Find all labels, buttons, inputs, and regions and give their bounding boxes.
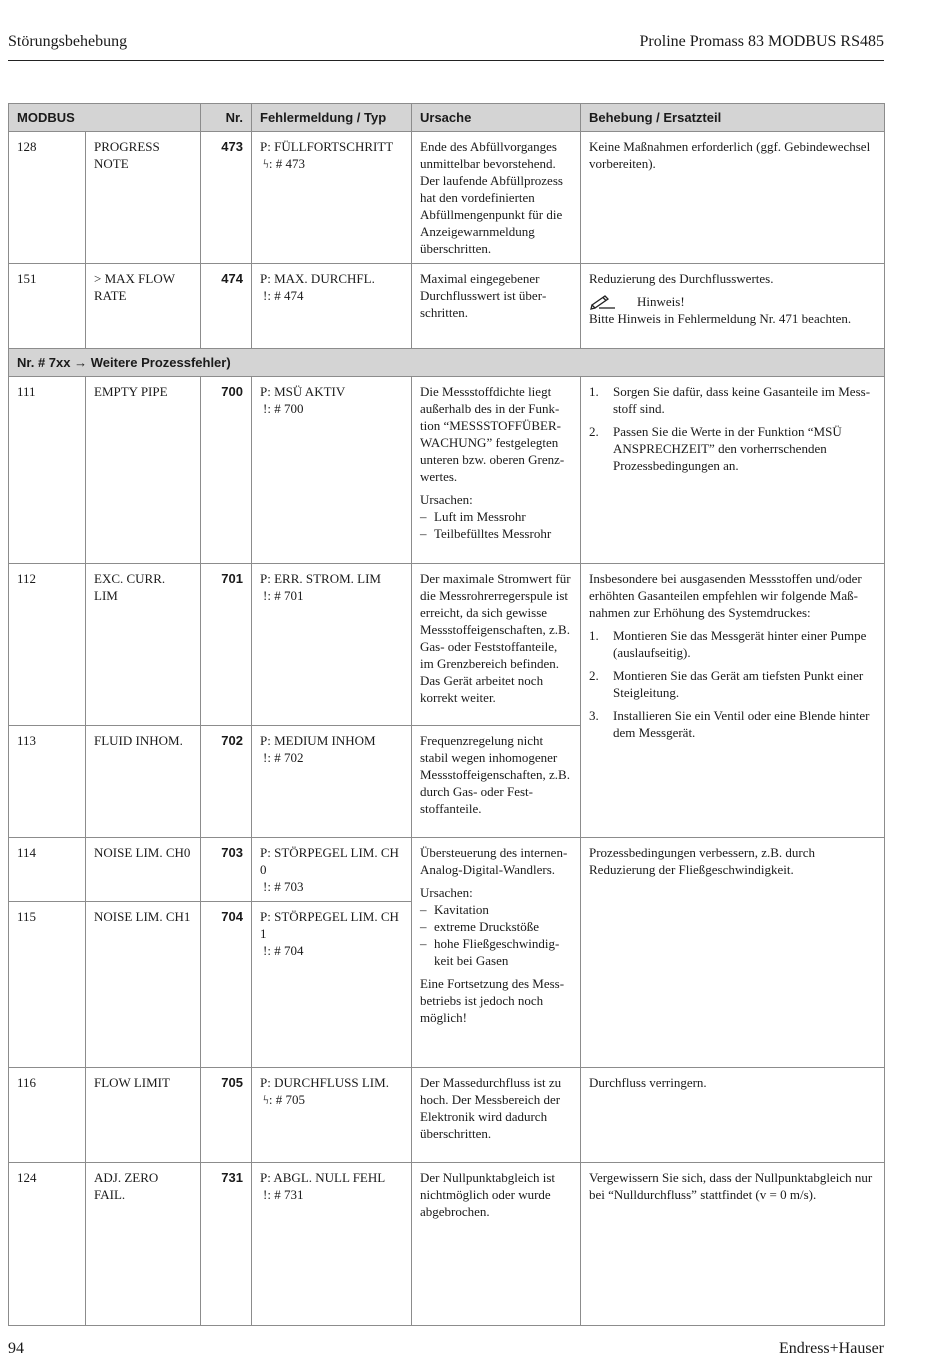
step-number: 3. xyxy=(589,708,599,723)
modbus-code: 113 xyxy=(9,726,86,838)
error-message-text: P: ABGL. NULL FEHL xyxy=(260,1170,386,1185)
modbus-name: EMPTY PIPE xyxy=(86,377,201,564)
hint-text: Bitte Hinweis in Fehlermeldung Nr. 471 beachten. xyxy=(589,311,852,326)
error-message-text: P: MSÜ AKTIV xyxy=(260,384,346,399)
cause-text: Der Massedurchfluss ist zu hoch. Der Messbereich der Elektronik wird dadurch überschritten. xyxy=(420,1075,562,1141)
header-section-title: Störungsbehebung xyxy=(8,33,128,50)
error-number: 704 xyxy=(201,902,252,1068)
list-item xyxy=(589,627,876,661)
table-row-116 xyxy=(9,1068,885,1163)
table-row-151 xyxy=(9,264,885,349)
list-item xyxy=(589,383,876,417)
error-message-text: P: DURCHFLUSS LIM. xyxy=(260,1075,389,1090)
cause-cell xyxy=(412,264,581,349)
modbus-name: NOISE LIM. CH0 xyxy=(86,838,201,902)
cause-text: Übersteuerung des internen-Analog-Digital-Wandlers. xyxy=(420,845,568,877)
pencil-note-icon xyxy=(589,293,617,310)
cause-text: Der maximale Stromwert für die Messrohrerregerspule ist erreicht, da sich gewisse Messstoffeigenschaften, z.B. Gas- oder Feststoffanteile, im Grenzbereich befinden. Das Gerät arbeitet noch korrekt weiter. xyxy=(420,571,571,705)
error-number: 700 xyxy=(201,377,252,564)
modbus-name: ADJ. ZERO FAIL. xyxy=(86,1163,201,1326)
error-message xyxy=(252,264,412,349)
error-message xyxy=(252,838,412,902)
error-number: 731 xyxy=(201,1163,252,1326)
list-item xyxy=(589,423,876,474)
step-number: 1. xyxy=(589,384,599,399)
modbus-code: 111 xyxy=(9,377,86,564)
error-message xyxy=(252,377,412,564)
step-text: Installieren Sie ein Ventil oder eine Blende hinter dem Messgerät. xyxy=(613,708,870,740)
modbus-code: 128 xyxy=(9,132,86,264)
column-header-fehlermeldung: Fehlermeldung / Typ xyxy=(252,104,412,132)
error-type: ϟ: # 705 xyxy=(263,1092,305,1107)
error-number: 703 xyxy=(201,838,252,902)
fix-text: Keine Maßnahmen erforderlich (ggf. Gebindewechsel vorbereiten). xyxy=(589,139,871,171)
causes-list xyxy=(420,901,572,969)
modbus-name: PROGRESS NOTE xyxy=(86,132,201,264)
error-number: 702 xyxy=(201,726,252,838)
group-title-text: Weitere Prozessfehler) xyxy=(90,355,231,370)
step-number: 2. xyxy=(589,424,599,439)
error-type: !: # 701 xyxy=(263,588,304,603)
fix-text: Reduzierung des Durchflusswertes. xyxy=(589,271,774,286)
list-item: – hohe Fließgeschwindigkeit bei Gasen xyxy=(420,935,572,969)
cause-cell xyxy=(412,1068,581,1163)
error-type: !: # 474 xyxy=(263,288,304,303)
group-row-7xx xyxy=(9,349,885,377)
error-type: !: # 700 xyxy=(263,401,304,416)
table-row-112 xyxy=(9,564,885,726)
list-item xyxy=(589,707,876,741)
cause-text: Maximal eingegebener Durchflusswert ist überschritten. xyxy=(420,271,547,320)
causes-list xyxy=(420,508,572,542)
error-type: !: # 704 xyxy=(263,943,304,958)
modbus-code: 151 xyxy=(9,264,86,349)
modbus-name: FLUID INHOM. xyxy=(86,726,201,838)
list-item: – Teilbefülltes Messrohr xyxy=(420,525,572,542)
fix-cell xyxy=(581,264,885,349)
step-text: Sorgen Sie dafür, dass keine Gasanteile im Messstoff sind. xyxy=(613,384,871,416)
header-rule xyxy=(8,60,884,61)
fix-cell xyxy=(581,377,885,564)
fix-cell xyxy=(581,132,885,264)
error-table xyxy=(8,103,885,1326)
error-type: ϟ: # 473 xyxy=(263,156,305,171)
error-message-text: P: FÜLLFORTSCHRITT xyxy=(260,139,394,154)
error-message-text: P: STÖRPEGEL LIM. CH 0 xyxy=(260,845,399,877)
error-type: !: # 703 xyxy=(263,879,304,894)
error-message-text: P: ERR. STROM. LIM xyxy=(260,571,381,586)
fix-cell xyxy=(581,838,885,1068)
list-item: – Luft im Messrohr xyxy=(420,508,572,525)
error-message xyxy=(252,902,412,1068)
cause-text: Frequenzregelung nicht stabil wegen inhomogener Messstoffeigenschaften, z.B. durch Gas- oder Feststoffanteile. xyxy=(420,733,570,816)
cause-tail: Eine Fortsetzung des Messbetriebs ist jedoch noch möglich! xyxy=(420,976,565,1025)
arrow-right-icon: → xyxy=(74,355,88,370)
cause-cell xyxy=(412,726,581,838)
error-number: 701 xyxy=(201,564,252,726)
step-text: Passen Sie die Werte in der Funktion “MSÜ ANSPRECHZEIT” den vorherrschenden Prozessbedingungen an. xyxy=(613,424,842,473)
error-number: 705 xyxy=(201,1068,252,1163)
fix-text: Durchfluss verringern. xyxy=(589,1075,707,1090)
cause-text: Der Nullpunktabgleich ist nichtmöglich oder wurde abgebrochen. xyxy=(420,1170,556,1219)
column-header-modbus: MODBUS xyxy=(9,104,201,132)
modbus-name: NOISE LIM. CH1 xyxy=(86,902,201,1068)
fix-cell xyxy=(581,1163,885,1326)
step-number: 1. xyxy=(589,628,599,643)
table-row-111 xyxy=(9,377,885,564)
fix-cell xyxy=(581,564,885,838)
modbus-code: 124 xyxy=(9,1163,86,1326)
fix-text: Insbesondere bei ausgasenden Messstoffen und/oder erhöhten Gasanteilen empfehlen wir folgende Maßnahmen zur Erhöhung des Systemdruckes: xyxy=(589,571,862,620)
group-prefix: Nr. # 7xx xyxy=(17,355,71,370)
list-item xyxy=(589,667,876,701)
brand-name: Endress+Hauser xyxy=(779,1340,884,1357)
error-message xyxy=(252,1068,412,1163)
list-item: – extreme Druckstöße xyxy=(420,918,572,935)
error-type: !: # 731 xyxy=(263,1187,304,1202)
hint-line xyxy=(589,293,876,310)
fix-text: Prozessbedingungen verbessern, z.B. durch Reduzierung der Fließgeschwindigkeit. xyxy=(589,845,815,877)
cause-cell xyxy=(412,564,581,726)
error-type: !: # 702 xyxy=(263,750,304,765)
list-item: – Kavitation xyxy=(420,901,572,918)
causes-label: Ursachen: xyxy=(420,885,473,900)
fix-cell xyxy=(581,1068,885,1163)
column-header-behebung: Behebung / Ersatzteil xyxy=(581,104,885,132)
table-row-124 xyxy=(9,1163,885,1326)
modbus-code: 115 xyxy=(9,902,86,1068)
error-number: 474 xyxy=(201,264,252,349)
error-message xyxy=(252,564,412,726)
group-title xyxy=(9,349,885,377)
column-header-ursache: Ursache xyxy=(412,104,581,132)
cause-text: Die Messstoffdichte liegt außerhalb des in der Funktion “MESSSTOFFÜBERWACHUNG” festgelegten unteren bzw. oberen Grenzwertes. xyxy=(420,384,565,484)
step-text: Montieren Sie das Messgerät hinter einer Pumpe (auslaufseitig). xyxy=(613,628,867,660)
error-message xyxy=(252,132,412,264)
cause-cell xyxy=(412,132,581,264)
step-text: Montieren Sie das Gerät am tiefsten Punkt einer Steigleitung. xyxy=(613,668,864,700)
header-document-title: Proline Promass 83 MODBUS RS485 xyxy=(639,33,884,50)
table-header-row xyxy=(9,104,885,132)
cause-cell xyxy=(412,377,581,564)
modbus-name: > MAX FLOW RATE xyxy=(86,264,201,349)
cause-cell xyxy=(412,838,581,1068)
error-message xyxy=(252,1163,412,1326)
cause-cell xyxy=(412,1163,581,1326)
page-number: 94 xyxy=(8,1340,24,1357)
modbus-code: 114 xyxy=(9,838,86,902)
modbus-name: FLOW LIMIT xyxy=(86,1068,201,1163)
step-number: 2. xyxy=(589,668,599,683)
column-header-nr: Nr. xyxy=(201,104,252,132)
modbus-code: 112 xyxy=(9,564,86,726)
modbus-name: EXC. CURR. LIM xyxy=(86,564,201,726)
error-message xyxy=(252,726,412,838)
error-message-text: P: STÖRPEGEL LIM. CH 1 xyxy=(260,909,399,941)
table-row-114 xyxy=(9,838,885,902)
cause-text: Ende des Abfüllvorganges unmittelbar bevorstehend. Der laufende Abfüllprozess hat den vordefinierten Abfüllmengenpunkt für die Anzeigewarnmeldung überschritten. xyxy=(420,139,563,256)
fix-text: Vergewissern Sie sich, dass der Nullpunktabgleich nur bei “Nulldurchfluss” stattfindet (v = 0 m/s). xyxy=(589,1170,873,1202)
error-message-text: P: MAX. DURCHFL. xyxy=(260,271,375,286)
fix-steps xyxy=(589,627,876,741)
hint-label: Hinweis! xyxy=(637,294,685,309)
fix-steps xyxy=(589,383,876,474)
error-number: 473 xyxy=(201,132,252,264)
modbus-code: 116 xyxy=(9,1068,86,1163)
table-row-128 xyxy=(9,132,885,264)
error-message-text: P: MEDIUM INHOM xyxy=(260,733,376,748)
causes-label: Ursachen: xyxy=(420,492,473,507)
